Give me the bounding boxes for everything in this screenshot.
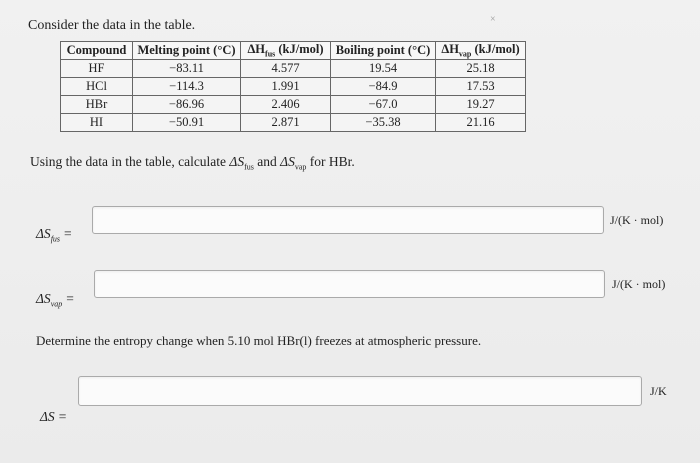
table-row: [61, 78, 526, 96]
cell-dh-vap: 25.18: [436, 60, 526, 78]
delta-s-vap-unit: J/(K · mol): [612, 277, 666, 291]
cell-dh-fus: 4.577: [241, 60, 331, 78]
cell-melting: −114.3: [133, 78, 241, 96]
header-dh-vap: $\Delta H_{vap}$ (kJ/mol): [436, 42, 526, 60]
cell-dh-fus: 2.406: [241, 96, 331, 114]
table-header-row: [61, 42, 526, 60]
cell-melting: −83.11: [133, 60, 241, 78]
cell-dh-fus: 2.871: [241, 114, 331, 132]
table-row: [61, 96, 526, 114]
delta-s-unit: J/K: [650, 384, 667, 398]
header-boiling-point: Boiling point (°C): [331, 42, 436, 60]
cell-compound: HI: [61, 114, 133, 132]
header-dh-fus: $\Delta H_{fus}$ (kJ/mol): [241, 42, 331, 60]
delta-s-input[interactable]: [78, 376, 642, 406]
table-row: [61, 60, 526, 78]
question-text: Using the data in the table, calculate $\Delta S_{fus}$ and $\Delta S_{vap}$ for HBr.: [30, 154, 355, 172]
cell-compound: HCl: [61, 78, 133, 96]
cell-dh-vap: 17.53: [436, 78, 526, 96]
cell-compound: HF: [61, 60, 133, 78]
cell-dh-fus: 1.991: [241, 78, 331, 96]
close-icon[interactable]: ×: [490, 14, 496, 25]
delta-s-vap-input[interactable]: [94, 270, 605, 298]
delta-s-fus-label: $\Delta S_{fus}$ =: [36, 226, 72, 244]
cell-boiling: −67.0: [331, 96, 436, 114]
question2-text: Determine the entropy change when 5.10 mol HBr(l) freezes at atmospheric pressure.: [36, 333, 482, 348]
header-melting-point: Melting point (°C): [133, 42, 241, 60]
cell-boiling: −35.38: [331, 114, 436, 132]
delta-s-fus-unit: J/(K · mol): [610, 213, 664, 227]
cell-dh-vap: 21.16: [436, 114, 526, 132]
header-compound: Compound: [61, 42, 133, 60]
delta-s-fus-input[interactable]: [92, 206, 604, 234]
cell-compound: HBr: [61, 96, 133, 114]
cell-dh-vap: 19.27: [436, 96, 526, 114]
cell-melting: −50.91: [133, 114, 241, 132]
data-table: [60, 41, 526, 132]
cell-melting: −86.96: [133, 96, 241, 114]
cell-boiling: −84.9: [331, 78, 436, 96]
delta-s-label: ΔS =: [40, 409, 67, 424]
delta-s-vap-label: $\Delta S_{vap}$ =: [36, 291, 74, 309]
cell-boiling: 19.54: [331, 60, 436, 78]
intro-text: Consider the data in the table.: [28, 18, 196, 33]
table-row: [61, 114, 526, 132]
